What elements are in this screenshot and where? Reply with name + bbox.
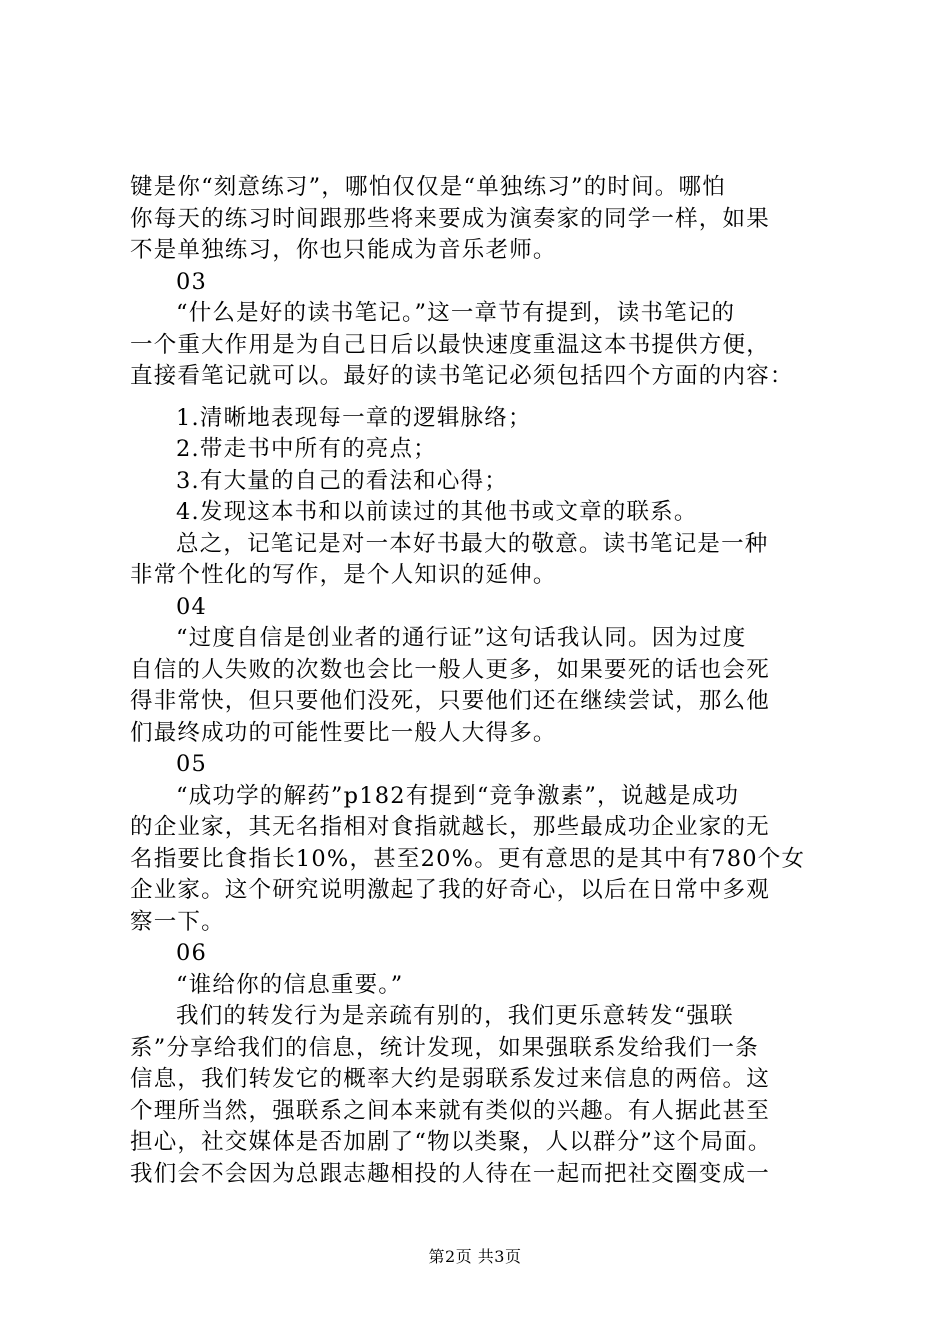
list-item: 4.发现这本书和以前读过的其他书或文章的联系。 (176, 499, 698, 525)
text-line: 们最终成功的可能性要比一般人大得多。 (130, 719, 557, 746)
text-line: “过度自信是创业者的通行证”这句话我认同。因为过度 (176, 625, 747, 651)
paragraph (130, 172, 830, 267)
paragraph (130, 298, 830, 393)
text-line: 我们会不会因为总跟志趣相投的人待在一起而把社交圈变成一 (130, 1160, 770, 1187)
text-line: 自信的人失败的次数也会比一般人更多，如果要死的话也会死 (130, 656, 770, 683)
section-number: 06 (176, 940, 208, 966)
section-number: 05 (176, 751, 208, 777)
document-body (130, 172, 830, 1190)
text-line: 你每天的练习时间跟那些将来要成为演奏家的同学一样，如果 (130, 205, 770, 232)
text-line: 企业家。这个研究说明激起了我的好奇心，以后在日常中多观 (130, 877, 770, 903)
text-line: 的企业家，其无名指相对食指就越长，那些最成功企业家的无 (130, 814, 770, 840)
paragraph (130, 529, 830, 592)
text-line: 总之，记笔记是对一本好书最大的敬意。读书笔记是一种 (176, 530, 769, 557)
text-line: 得非常快，但只要他们没死，只要他们还在继续尝试，那么他 (130, 688, 770, 714)
text-line: 键是你“刻意练习”，哪怕仅仅是“单独练习”的时间。哪怕 (130, 174, 726, 200)
list-item: 1.清晰地表现每一章的逻辑脉络； (176, 404, 532, 431)
text-line: 信息，我们转发它的概率大约是弱联系发过来信息的两倍。这 (130, 1066, 770, 1092)
text-line: 不是单独练习，你也只能成为音乐老师。 (130, 237, 557, 263)
text-line: 非常个性化的写作，是个人知识的延伸。 (130, 562, 557, 588)
paragraph (130, 1001, 830, 1190)
text-line: 察一下。 (130, 908, 225, 935)
text-line: “什么是好的读书笔记。”这一章节有提到，读书笔记的 (176, 300, 736, 326)
text-line: 一个重大作用是为自己日后以最快速度重温这本书提供方便， (130, 331, 770, 358)
text-line: 系”分享给我们的信息，统计发现，如果强联系发给我们一条 (130, 1034, 759, 1061)
paragraph (130, 781, 830, 939)
text-line: 直接看笔记就可以。最好的读书笔记必须包括四个方面的内容： (130, 363, 794, 389)
page-footer: 第2页 共3页 (428, 1247, 522, 1266)
quote-heading: “谁给你的信息重要。” (176, 971, 404, 998)
text-line: 我们的转发行为是亲疏有别的，我们更乐意转发“强联 (176, 1003, 734, 1029)
section-number: 03 (176, 268, 208, 295)
text-line: 个理所当然，强联系之间本来就有类似的兴趣。有人据此甚至 (130, 1097, 770, 1124)
paragraph (130, 623, 830, 749)
text-line: 担心，社交媒体是否加剧了“物以类聚，人以群分”这个局面。 (130, 1129, 772, 1155)
list-item: 3.有大量的自己的看法和心得； (176, 467, 508, 494)
section-number: 04 (176, 593, 208, 620)
text-line: 名指要比食指长10%，甚至20%。更有意思的是其中有780个女 (130, 845, 806, 872)
text-line: “成功学的解药”p182有提到“竞争激素”，说越是成功 (176, 782, 740, 809)
list-item: 2.带走书中所有的亮点； (176, 436, 437, 462)
